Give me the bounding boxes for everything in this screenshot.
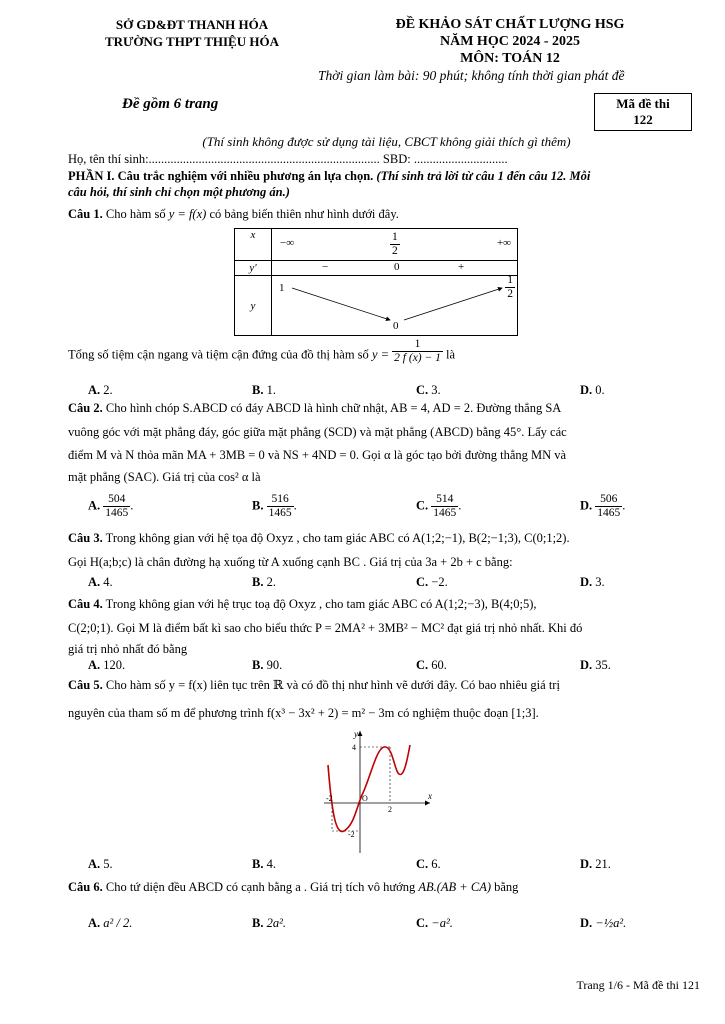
vt-arrows [272,276,518,336]
q2-line-1: Câu 2. Cho hình chóp S.ABCD có đáy ABCD là hình chữ nhật, AB = 4, AD = 2. Đường thẳng SA [68,401,562,415]
q3-line-2: Gọi H(a;b;c) là chân đường hạ xuống từ A xuống cạnh BC . Giá trị của 3a + 2b + c bằng: [68,555,513,569]
q1-question-b: là [446,347,456,362]
q1-fraction: $\frac{1}{2 f (x) - 1}$ [394,338,441,364]
part1-note-1: (Thí sinh trả lời từ câu 1 đến câu 12. Mỗi [376,169,591,183]
exam-code-value: 122 [633,112,653,127]
q6-line: Câu 6. Cho tứ diện đều ABCD có cạnh bằng a . Giá trị tích vô hướng AB.(AB + CA) bằng [68,880,519,894]
q4-line-2: C(2;0;1). Gọi M là điểm bất kì sao cho biểu thức P = 2MA² + 3MB² − MC² đạt giá trị nhỏ nhất. Khi đó [68,621,583,635]
q1-option-b[interactable]: B. 1. [252,383,276,397]
q1-option-a[interactable]: A. 2. [88,383,113,397]
exam-header [355,16,665,67]
q1-question [68,338,705,365]
vt-zero: 0 [394,261,400,273]
q4-option-a[interactable]: A. 120. [88,658,126,672]
instruction: (Thí sinh không được sử dụng tài liệu, CBCT không giải thích gì thêm) [202,134,571,149]
vt-y-min: 0 [393,320,399,332]
q4-option-d[interactable]: D. 35. [580,658,611,672]
q4-option-c[interactable]: C. 60. [416,658,447,672]
exam-code-label: Mã đề thi [616,96,670,111]
q3-option-d[interactable]: D. 3. [580,575,605,589]
q1-frac-lhs: y = [371,347,390,362]
q5-label: Câu 5. [68,678,103,692]
q6-option-b[interactable]: B. 2a². [252,916,286,930]
q4-line-1: Câu 4. Trong không gian với hệ trục toạ độ Oxyz , cho tam giác ABC có A(1;2;−3), B(4;0;5), [68,597,537,611]
q3-label: Câu 3. [68,531,103,545]
q2-option-a[interactable]: A. $\frac{504}{1465}$ . [88,493,134,519]
school-header [82,16,302,50]
page-footer: Trang 1/6 - Mã đề thi 121 [576,978,700,992]
variation-table [234,228,518,336]
q1-text-b: có bảng biến thiên như hình dưới đây. [209,207,399,221]
q2-line-4: mặt phẳng (SAC). Giá trị của cos² α là [68,470,261,484]
graph-tick-yneg2: -2 [348,830,355,839]
vt-x-label: x [250,229,256,241]
graph-y-arrow [358,731,363,736]
subject: MÔN: TOÁN 12 [460,51,560,66]
q2-line-3: điểm M và N thỏa mãn MA + 3MB = 0 và NS + 4ND = 0. Gọi α là góc tạo bởi đường thẳng MN và [68,448,567,462]
q2-option-b[interactable]: B. $\frac{516}{1465}$ . [252,493,297,519]
vt-neg-inf: −∞ [280,237,295,249]
vt-sign-left: − [322,261,329,273]
q5-line-1: Câu 5. Cho hàm số y = f(x) liên tục trên ℝ và có đồ thị như hình vẽ dưới đây. Có bao nhiêu giá trị [68,678,560,692]
part1-note-2: câu hỏi, thí sinh chỉ chọn một phương án.) [68,185,290,199]
graph-origin-label: O [362,794,368,803]
q1-label: Câu 1. [68,207,103,221]
q2-option-c[interactable]: C. $\frac{514}{1465}$ . [416,493,462,519]
q4-option-b[interactable]: B. 90. [252,658,283,672]
school-name: TRƯỜNG THPT THIỆU HÓA [105,34,279,49]
exam-code-box [594,93,692,131]
q3-option-a[interactable]: A. 4. [88,575,113,589]
candidate-name-line: Họ, tên thí sinh:.......................................................................... SBD: .............................. [68,152,508,166]
part1-heading [68,168,705,184]
q5-option-d[interactable]: D. 21. [580,857,611,871]
q6-expression: AB.(AB + CA) [418,880,491,894]
q5-option-c[interactable]: C. 6. [416,857,441,871]
q2-option-d[interactable]: D. $\frac{506}{1465}$ . [580,493,626,519]
vt-sign-right: + [458,261,465,273]
vt-arrow-down [292,288,390,320]
graph-x-label: x [428,791,432,801]
q5-option-b[interactable]: B. 4. [252,857,276,871]
q5-line-2: nguyên của tham số m để phương trình f(x³ − 3x² + 2) = m² − 3m có nghiệm thuộc đoạn [1;3]. [68,706,539,720]
part1-title: PHẦN I. Câu trắc nghiệm với nhiều phương án lựa chọn. [68,169,374,183]
q6-option-a[interactable]: A. a² / 2. [88,916,133,930]
vt-y-left: 1 [279,282,285,294]
q5-option-a[interactable]: A. 5. [88,857,113,871]
department-name: SỞ GD&ĐT THANH HÓA [115,17,269,32]
vt-pos-inf: +∞ [496,237,511,249]
time-note: Thời gian làm bài: 90 phút; không tính thời gian phát đề [318,68,625,83]
q2-label: Câu 2. [68,401,103,415]
q1-stem [68,206,705,222]
graph-tick-2: 2 [388,805,392,814]
school-year: NĂM HỌC 2024 - 2025 [440,34,580,49]
graph-y-label: y [354,729,358,739]
pages-note: Đề gồm 6 trang [122,96,219,112]
graph-x-arrow [425,801,430,806]
q1-text-a: Cho hàm số [105,207,166,221]
vt-yprime-label: y' [249,262,257,274]
q1-option-d[interactable]: D. 0. [580,383,605,397]
q4-line-3: giá trị nhỏ nhất đó bằng [68,642,188,656]
vt-half: $\frac{1}{2}$ [392,231,398,257]
q3-option-c[interactable]: C. −2. [416,575,448,589]
graph-tick-xneg2: -2 [326,794,333,803]
q6-option-d[interactable]: D. −½a². [580,916,627,930]
exam-title: ĐỀ KHẢO SÁT CHẤT LƯỢNG HSG [395,17,625,32]
vt-arrow-up [404,288,502,320]
q3-option-b[interactable]: B. 2. [252,575,276,589]
q1-question-a: Tổng số tiệm cận ngang và tiệm cận đứng của đồ thị hàm số [68,347,369,362]
q1-func: y = f(x) [168,207,207,221]
q5-graph [318,725,438,855]
vt-y-label: y [250,299,256,312]
q4-label: Câu 4. [68,597,103,611]
q3-line-1: Câu 3. Trong không gian với hệ tọa độ Oxyz , cho tam giác ABC có A(1;2;−1), B(2;−1;3), C(0;1;2). [68,531,570,545]
q6-option-c[interactable]: C. −a². [416,916,453,930]
q1-option-c[interactable]: C. 3. [416,383,441,397]
graph-curve [328,745,410,831]
graph-tick-4: 4 [352,743,356,752]
q2-line-2: vuông góc với mặt phẳng đáy, góc giữa mặt phẳng (SCD) và mặt phẳng (ABCD) bằng 45°. Lấy các [68,425,567,439]
q6-label: Câu 6. [68,880,103,894]
vt-y-right: $\frac{1}{2}$ [507,274,513,300]
